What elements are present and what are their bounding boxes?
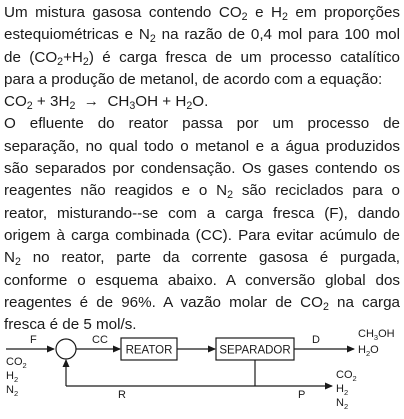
svg-text:CO2: $CO_2$	[6, 356, 27, 370]
stream-d-label: D	[312, 334, 320, 346]
paragraph-process: O efluente do reator passa por um processo de separação, no qual todo o metanol e a água produzidos são separados por condensação. Os gases contendo os reagentes não reagidos e o $N_2$ são reciclados para o reator, misturando--se com a carga fresca (F), dando origem à carga combinada (CC). Para evitar acúmulo de $N_2$ no reator, parte da corrente gasosa é purgada, conforme o esquema abaixo. A conversão global dos reagentes é de 96%. A vazão molar de $CO_2$ na carga fresca é de 5 mol/s.	[4, 115, 400, 334]
svg-text:H2O: $H_2O$	[358, 344, 379, 358]
stream-cc-label: CC	[92, 334, 108, 346]
stream-f-label: F	[30, 334, 37, 346]
problem-statement	[4, 2, 400, 336]
svg-text:H2: $H_2$	[6, 370, 19, 384]
paragraph-feed: Um mistura gasosa contendo $CO_2$ e $H_2$ em proporções estequiométricas e $N_2$ na razão de 0,4 mol para 100 mol de $(CO_2+H_2)$ é carga fresca de um processo catalítico para a produção de metanol, de acordo com a equação:	[4, 4, 400, 88]
product-components	[358, 328, 395, 358]
process-flow-diagram	[0, 318, 404, 419]
svg-text:CH3OH: $CH_3OH$	[358, 328, 395, 342]
reactor-label: REATOR	[125, 344, 173, 357]
feed-components	[6, 356, 27, 398]
svg-text:N2: $N_2$	[336, 397, 349, 411]
mixer-node	[56, 339, 76, 359]
separator-label: SEPARADOR	[219, 344, 291, 357]
stream-p-label: P	[298, 389, 306, 401]
reaction-equation: $CO_2 + 3H_2 \to CH_3OH + H_2O$.	[4, 93, 209, 113]
svg-text:CO2: $CO_2$	[336, 369, 357, 383]
purge-components	[336, 369, 357, 411]
svg-text:H2: $H_2$	[336, 383, 349, 397]
svg-text:N2: $N_2$	[6, 384, 19, 398]
stream-r-label: R	[118, 389, 126, 401]
